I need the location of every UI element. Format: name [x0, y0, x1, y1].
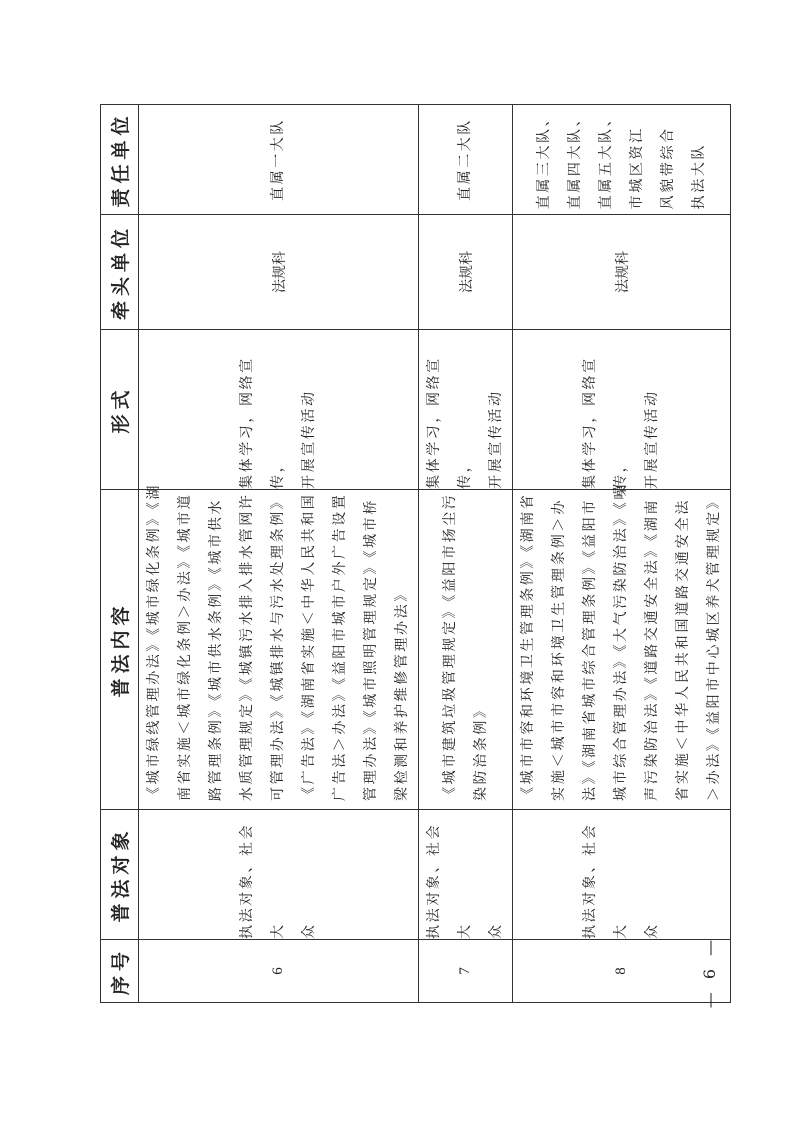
text-line: 路管理条例》《城市供水条例》《城市供水	[208, 498, 224, 801]
table-row	[139, 105, 419, 1003]
text-line: 城市综合管理办法》《大气污染防治法》《噪	[613, 483, 629, 801]
text-line: 《城市市容和环境卫生管理条例》《湖南省	[520, 492, 536, 801]
text-line: 《广告法》《湖南省实施＜中华人民共和国	[301, 492, 317, 801]
text-line: 市城区资江	[628, 126, 645, 210]
form-cell	[513, 330, 731, 490]
text-line: 风貌带综合	[659, 126, 676, 210]
text-line: 执法大队	[690, 142, 707, 210]
seq-cell: 6	[139, 940, 419, 1003]
form-cell	[139, 330, 419, 490]
text-line: 管理办法》《城市照明管理规定》《城市桥	[363, 498, 379, 801]
header-audience: 普法对象	[101, 810, 139, 940]
lead-unit-cell: 法规科	[513, 215, 731, 330]
text-line: 《城市绿线管理办法》《城市绿化条例》《湖	[146, 483, 162, 801]
header-seq: 序号	[101, 940, 139, 1003]
responsible-unit-cell	[513, 105, 731, 215]
responsible-unit-cell-lines	[263, 118, 294, 201]
text-line: 集体学习，网络宣传，	[239, 356, 286, 489]
content-cell	[139, 483, 419, 810]
content-cell-lines	[139, 483, 418, 809]
header-lead-unit: 牵头单位	[101, 215, 139, 330]
text-line: 广告法＞办法》《益阳市城市户外广告设置	[332, 492, 348, 801]
text-line: ＞办法》《益阳市中心城区养犬管理规定》	[706, 492, 722, 801]
audience-cell-lines	[575, 810, 668, 939]
text-line: 集体学习，网络宣传，	[582, 356, 629, 489]
text-line: 《城市建筑垃圾管理规定》《益阳市扬尘污	[441, 492, 458, 801]
text-line: 可管理办法》《城镇排水与污水处理条例》	[270, 492, 286, 801]
text-line: 执法对象、社会大	[582, 822, 629, 939]
text-line: 执法对象、社会大	[426, 822, 473, 939]
text-line: 实施＜城市市容和环境卫生管理条例＞办	[551, 498, 567, 801]
header-row	[101, 105, 139, 1003]
lead-unit-cell: 法规科	[419, 215, 513, 330]
table-row	[419, 105, 513, 1003]
text-line: 省实施＜中华人民共和国道路交通安全法	[675, 498, 691, 801]
text-line: 直属二大队	[457, 118, 473, 201]
audience-cell	[419, 810, 513, 940]
text-line: 执法对象、社会大	[239, 822, 286, 939]
text-line: 众	[644, 922, 660, 939]
seq-cell: 8	[513, 940, 731, 1003]
text-line: 直属三大队、	[535, 109, 552, 210]
text-line: 开展宣传活动	[301, 389, 317, 489]
text-line: 直属五大队、	[597, 109, 614, 210]
text-line: 开展宣传活动	[488, 389, 504, 489]
audience-cell-lines	[232, 810, 325, 939]
text-line: 集体学习，网络宣传，	[426, 356, 473, 489]
text-line: 梁检测和养护维修管理办法》	[394, 585, 410, 801]
audience-cell-lines	[419, 810, 512, 939]
form-cell-lines	[575, 330, 668, 489]
seq-cell: 7	[419, 940, 513, 1003]
audience-cell	[513, 810, 731, 940]
content-cell	[419, 490, 513, 810]
table-row	[513, 105, 731, 1003]
text-line: 法》《湖南省城市综合管理条例》《益阳市	[582, 498, 598, 801]
form-cell	[419, 330, 513, 490]
text-line: 开展宣传活动	[644, 389, 660, 489]
text-line: 直属一大队	[270, 118, 286, 201]
responsible-unit-cell-lines	[450, 118, 481, 201]
text-line: 众	[301, 922, 317, 939]
text-line: 染防治条例》	[472, 701, 489, 801]
responsible-unit-cell	[139, 105, 419, 215]
header-responsible-unit: 责任单位	[101, 105, 139, 215]
responsible-unit-cell-lines	[529, 110, 715, 210]
audience-cell	[139, 810, 419, 940]
form-cell-lines	[419, 330, 512, 489]
text-line: 直属四大队、	[566, 109, 583, 210]
text-line: 南省实施＜城市绿化条例＞办法》《城市道	[177, 492, 193, 801]
text-line: 众	[488, 922, 504, 939]
responsible-unit-cell	[419, 105, 513, 215]
content-cell-lines	[435, 490, 497, 809]
law-publicity-table	[100, 104, 731, 1003]
header-form: 形式	[101, 330, 139, 490]
lead-unit-cell: 法规科	[139, 215, 419, 330]
content-cell	[513, 483, 731, 810]
form-cell-lines	[232, 330, 325, 489]
header-content: 普法内容	[101, 490, 139, 810]
text-line: 水质管理规定》《城镇污水排入排水管网许	[239, 492, 255, 801]
text-line: 声污染防治法》《道路交通安全法》《湖南	[644, 498, 660, 801]
content-cell-lines	[513, 483, 730, 809]
page-number: — 6 —	[700, 935, 719, 1009]
